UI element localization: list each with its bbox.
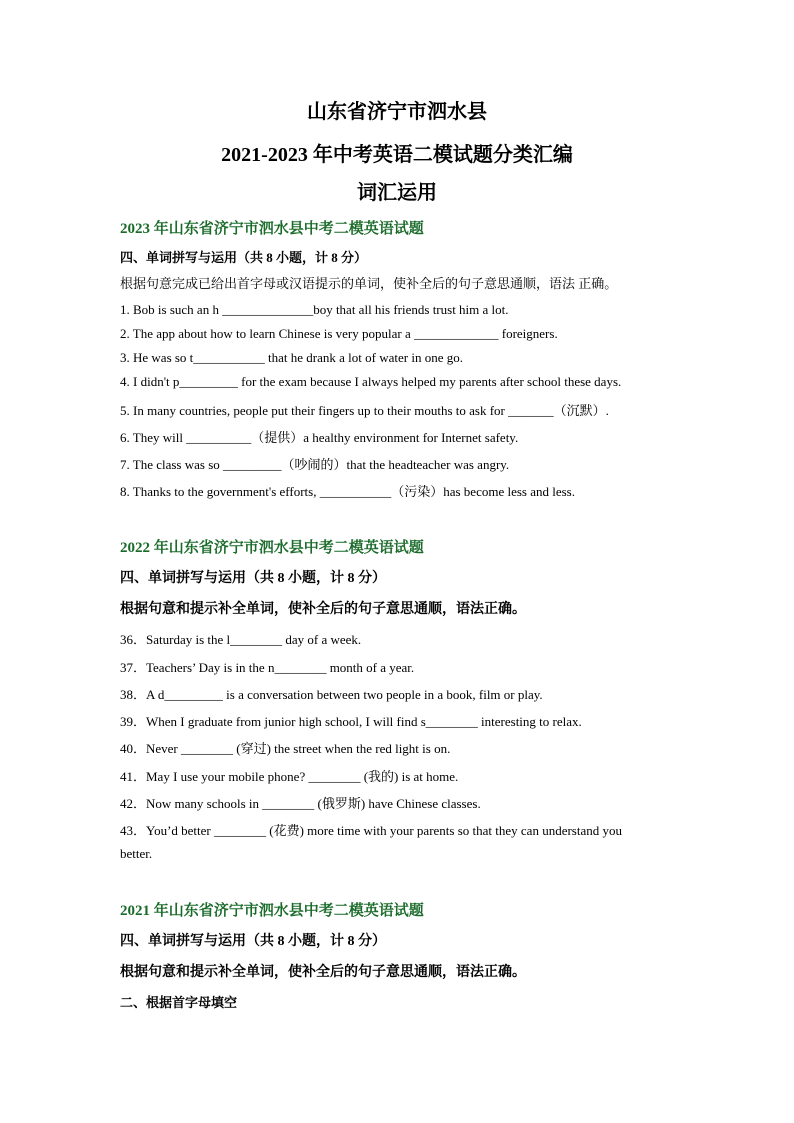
question-item: 3. He was so t___________ that he drank a lot of water in one go. bbox=[120, 350, 463, 365]
section-2022-part: 四、单词拼写与运用（共 8 小题，计 8 分） bbox=[120, 571, 386, 586]
question-item: 8. Thanks to the government's efforts, ___________（污染）has become less and less. bbox=[120, 484, 575, 499]
question-item: 6. They will __________（提供）a healthy environment for Internet safety. bbox=[120, 430, 519, 445]
question-item: 38．A d_________ is a conversation between two people in a book, film or play. bbox=[120, 687, 543, 702]
section-2021-heading: 2021 年山东省济宁市泗水县中考二模英语试题 bbox=[120, 903, 424, 919]
question-item: 40．Never ________ (穿过) the street when the red light is on. bbox=[120, 741, 451, 756]
section-2022-heading: 2022 年山东省济宁市泗水县中考二模英语试题 bbox=[120, 540, 424, 556]
question-item: 1. Bob is such an h ______________boy that all his friends trust him a lot. bbox=[120, 302, 509, 317]
question-item: 7. The class was so _________（吵闹的）that the headteacher was angry. bbox=[120, 457, 510, 472]
section-2021-instruction: 根据句意和提示补全单词，使补全后的句子意思通顺，语法正确。 bbox=[120, 965, 526, 980]
question-item: 4. I didn't p_________ for the exam because I always helped my parents after school these days. bbox=[120, 374, 622, 389]
section-2022-instruction: 根据句意和提示补全单词，使补全后的句子意思通顺，语法正确。 bbox=[120, 602, 526, 617]
question-item: 41．May I use your mobile phone? ________ (我的) is at home. bbox=[120, 769, 459, 784]
question-item: 42．Now many schools in ________ (俄罗斯) have Chinese classes. bbox=[120, 796, 481, 811]
question-item-continuation: better. bbox=[120, 846, 153, 861]
doc-title-line3: 词汇运用 bbox=[357, 182, 437, 204]
question-item: 2. The app about how to learn Chinese is very popular a _____________ foreigners. bbox=[120, 326, 558, 341]
doc-title-line1: 山东省济宁市泗水县 bbox=[307, 101, 487, 123]
section-2021-part: 四、单词拼写与运用（共 8 小题，计 8 分） bbox=[120, 934, 386, 949]
section-2023-part: 四、单词拼写与运用（共 8 小题，计 8 分） bbox=[120, 250, 368, 265]
question-item: 43．You’d better ________ (花费) more time with your parents so that they can understand you bbox=[120, 823, 622, 838]
section-2023-heading: 2023 年山东省济宁市泗水县中考二模英语试题 bbox=[120, 221, 424, 237]
question-item: 5. In many countries, people put their fingers up to their mouths to ask for _______（沉默）. bbox=[120, 403, 609, 418]
section-2023-instruction: 根据句意完成已给出首字母或汉语提示的单词，使补全后的句子意思通顺，语法 正确。 bbox=[120, 276, 618, 291]
question-item: 36．Saturday is the l________ day of a week. bbox=[120, 632, 362, 647]
question-item: 37．Teachers’ Day is in the n________ month of a year. bbox=[120, 660, 415, 675]
section-2021-subheading: 二、根据首字母填空 bbox=[120, 995, 238, 1010]
doc-title-line2: 2021-2023 年中考英语二模试题分类汇编 bbox=[221, 144, 573, 166]
question-item: 39．When I graduate from junior high school, I will find s________ interesting to relax. bbox=[120, 714, 582, 729]
